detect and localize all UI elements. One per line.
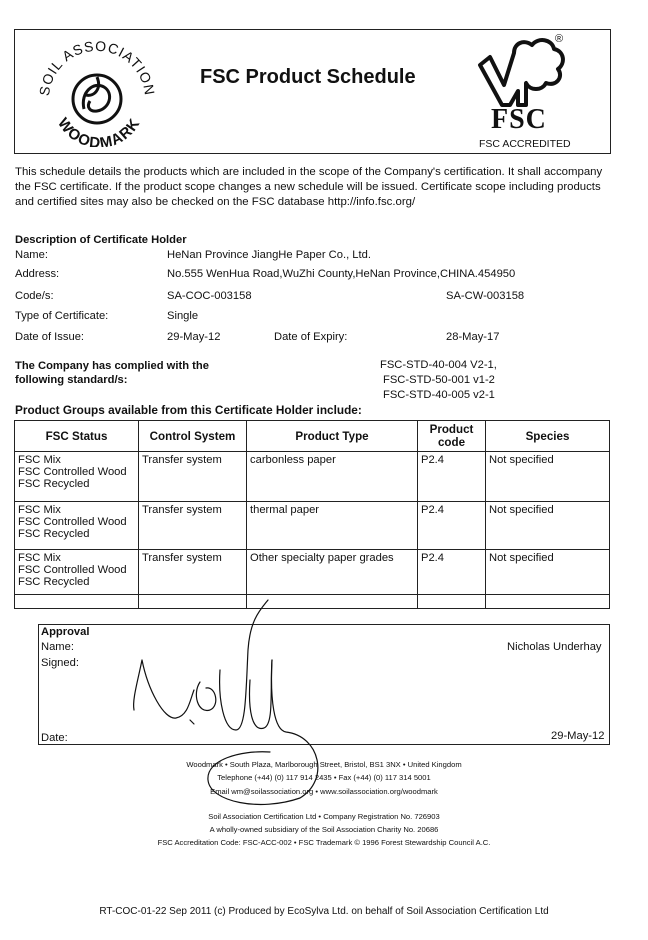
code-coc: SA-COC-003158 [167,290,252,302]
approval-name-value: Nicholas Underhay [507,641,602,653]
column-header: Product Type [247,421,418,452]
name-value: HeNan Province JiangHe Paper Co., Ltd. [167,249,371,261]
product-type-cell: carbonless paper [247,452,418,502]
approval-date-label: Date: [41,732,68,744]
standard-item: FSC-STD-40-004 V2-1, [380,359,497,371]
soil-logo-top-text: SOIL ASSOCIATION [35,37,159,97]
name-label: Name: [15,249,48,261]
control-cell: Transfer system [139,452,247,502]
intro-paragraph: This schedule details the products which are included in the scope of the Company's certification. It shall accompany the FSC certificate. If the product scope changes a new schedule will be issued. Certificate scope including products and certified sites may also be checked on the FSC database http://info.fsc.org/ [15,166,603,208]
product-groups-heading: Product Groups available from this Certificate Holder include: [15,403,362,417]
type-value: Single [167,310,199,322]
status-line: FSC Recycled [18,478,90,490]
contact-line: Email wm@soilassociation.org • www.soilassociation.org/woodmark [210,787,438,796]
handwritten-signature [120,590,340,810]
status-cell [15,452,139,502]
approval-signed-label: Signed: [41,657,79,669]
contact-line: Soil Association Certification Ltd • Company Registration No. 726903 [208,812,440,821]
product-type-cell: Other specialty paper grades [247,550,418,595]
expiry-label: Date of Expiry: [274,331,348,343]
page-title: FSC Product Schedule [200,66,416,88]
soil-association-logo [24,37,174,147]
status-line: FSC Controlled Wood [18,516,127,528]
holder-heading: Description of Certificate Holder [15,234,187,246]
status-line: FSC Mix [18,504,61,516]
type-label: Type of Certificate: [15,310,109,322]
contact-line: A wholly-owned subsidiary of the Soil Association Charity No. 20686 [209,825,439,834]
svg-text:WOODMARK [54,115,144,147]
column-header: Product code [418,421,486,452]
column-header: Species [486,421,610,452]
address-value: No.555 WenHua Road,WuZhi County,HeNan Province,CHINA.454950 [167,268,516,280]
table-row [15,452,610,502]
status-line: FSC Controlled Wood [18,466,127,478]
document-footer: RT-COC-01-22 Sep 2011 (c) Produced by EcoSylva Ltd. on behalf of Soil Association Certification Ltd [99,906,549,917]
table-row [15,550,610,595]
status-line: FSC Controlled Wood [18,564,127,576]
issue-label: Date of Issue: [15,331,85,343]
codes-label: Code/s: [15,290,54,302]
table-header-row [15,421,610,452]
status-line: FSC Recycled [18,576,90,588]
approval-name-label: Name: [41,641,74,653]
fsc-accredited-label: FSC ACCREDITED [479,138,571,150]
approval-date-value: 29-May-12 [551,730,605,742]
standards-label-line2: following standard/s: [15,374,128,386]
species-cell: Not specified [486,502,610,550]
issue-value: 29-May-12 [167,331,221,343]
fsc-registered-mark: ® [555,33,564,45]
expiry-value: 28-May-17 [446,331,500,343]
standard-item: FSC-STD-50-001 v1-2 [383,374,495,386]
address-label: Address: [15,268,60,280]
status-line: FSC Mix [18,454,61,466]
standard-item: FSC-STD-40-005 v2-1 [383,389,495,401]
species-cell: Not specified [486,550,610,595]
control-cell: Transfer system [139,502,247,550]
table-row [15,502,610,550]
status-cell [15,550,139,595]
product-code-cell: P2.4 [418,502,486,550]
column-header: FSC Status [15,421,139,452]
control-cell: Transfer system [139,550,247,595]
contact-line: FSC Accreditation Code: FSC-ACC-002 • FSC Trademark © 1996 Forest Stewardship Council A.C. [157,838,491,847]
contact-line: Telephone (+44) (0) 117 914 2435 • Fax (+44) (0) 117 314 5001 [217,773,431,782]
fsc-wordmark: FSC [491,104,547,135]
soil-logo-bottom-text: WOODMARK [54,114,144,147]
code-cw: SA-CW-003158 [446,290,525,302]
product-code-cell: P2.4 [418,452,486,502]
species-cell: Not specified [486,452,610,502]
standards-label-line1: The Company has complied with the [15,360,209,372]
status-line: FSC Mix [18,552,61,564]
approval-heading: Approval [41,626,90,638]
column-header: Control System [139,421,247,452]
product-groups-table [14,420,610,609]
product-code-cell: P2.4 [418,550,486,595]
product-type-cell: thermal paper [247,502,418,550]
contact-line: Woodmark • South Plaza, Marlborough Street, Bristol, BS1 3NX • United Kingdom [186,760,462,769]
status-line: FSC Recycled [18,528,90,540]
status-cell [15,502,139,550]
